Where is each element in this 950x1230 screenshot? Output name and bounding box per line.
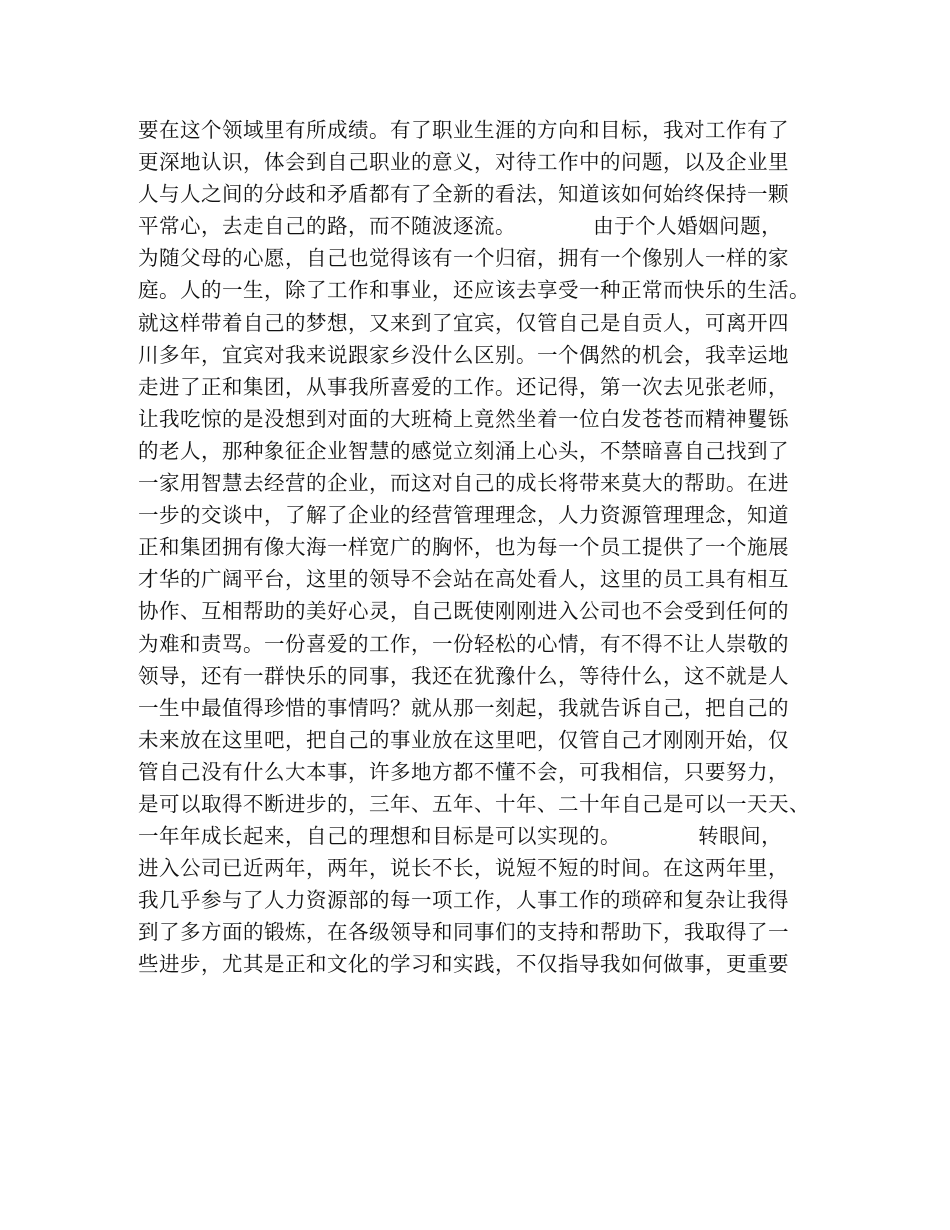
text-line: 一家用智慧去经营的企业，而这对自己的成长将带来莫大的帮助。在进: [138, 471, 789, 496]
text-line: 我几乎参与了人力资源部的每一项工作，人事工作的琐碎和复杂让我得: [138, 888, 789, 913]
text-line: 正和集团拥有像大海一样宽广的胸怀，也为每一个员工提供了一个施展: [138, 535, 789, 560]
text-line: 更深地认识，体会到自己职业的意义，对待工作中的问题，以及企业里: [138, 150, 789, 175]
text-line: 领导，还有一群快乐的同事，我还在犹豫什么，等待什么，这不就是人: [138, 663, 789, 688]
text-line: 走进了正和集团，从事我所喜爱的工作。还记得，第一次去见张老师，: [138, 374, 789, 399]
text-line: 一步的交谈中，了解了企业的经营管理理念，人力资源管理理念，知道: [138, 503, 789, 528]
text-line: 为难和责骂。一份喜爱的工作，一份轻松的心情，有不得不让人崇敬的: [138, 631, 789, 656]
text-line: 到了多方面的锻炼，在各级领导和同事们的支持和帮助下，我取得了一: [138, 920, 789, 945]
text-line: 协作、互相帮助的美好心灵，自己既使刚刚进入公司也不会受到任何的: [138, 599, 789, 624]
text-line: 才华的广阔平台，这里的领导不会站在高处看人，这里的员工具有相互: [138, 567, 789, 592]
text-line: 进入公司已近两年，两年，说长不长，说短不短的时间。在这两年里，: [138, 856, 789, 881]
text-line: 是可以取得不断进步的，三年、五年、十年、二十年自己是可以一天天、: [138, 791, 810, 816]
text-line: 些进步，尤其是正和文化的学习和实践，不仅指导我如何做事，更重要: [138, 952, 789, 977]
text-line: 人与人之间的分歧和矛盾都有了全新的看法，知道该如何始终保持一颗: [138, 182, 789, 207]
text-line: 一生中最值得珍惜的事情吗？就从那一刻起，我就告诉自己，把自己的: [138, 695, 789, 720]
text-line: 要在这个领域里有所成绩。有了职业生涯的方向和目标，我对工作有了: [138, 118, 789, 142]
text-line: 让我吃惊的是没想到对面的大班椅上竟然坐着一位白发苍苍而精神矍铄: [138, 406, 789, 431]
text-line: 平常心，去走自己的路，而不随波逐流。 由于个人婚姻问题，: [138, 214, 783, 239]
text-line: 的老人，那种象征企业智慧的感觉立刻涌上心头，不禁暗喜自己找到了: [138, 438, 789, 463]
text-line: 管自己没有什么大本事，许多地方都不懂不会，可我相信，只要努力，: [138, 759, 789, 784]
text-line: 为随父母的心愿，自己也觉得该有一个归宿，拥有一个像别人一样的家: [138, 246, 789, 271]
text-line: 川多年，宜宾对我来说跟家乡没什么区别。一个偶然的机会，我幸运地: [138, 342, 789, 367]
text-line: 就这样带着自己的梦想，又来到了宜宾，仅管自己是自贡人，可离开四: [138, 310, 789, 335]
body-text: [138, 114, 838, 981]
text-line: 庭。人的一生，除了工作和事业，还应该去享受一种正常而快乐的生活。: [138, 278, 810, 303]
text-line: 未来放在这里吧，把自己的事业放在这里吧，仅管自己才刚刚开始，仅: [138, 727, 789, 752]
text-line: 一年年成长起来，自己的理想和目标是可以实现的。 转眼间，: [138, 824, 783, 849]
